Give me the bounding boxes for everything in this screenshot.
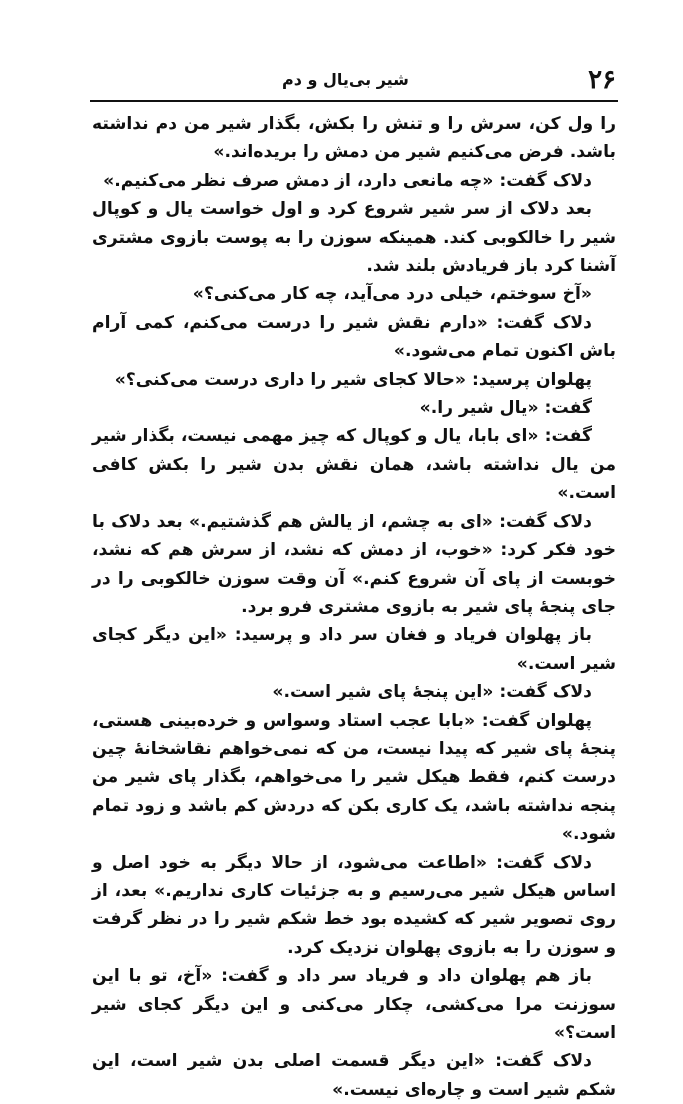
header-rule <box>90 100 618 102</box>
paragraph: دلاک گفت: «ای به چشم، از یالش هم گذشتیم.» بعد دلاک با خود فکر کرد: «خوب، از دمش که نشد، از سرش هم که نشد، خوبست از پای آن شروع کنم.» آن وقت سوزن خالکوبی را در جای پنجهٔ پای شیر به بازوی مشتری فرو برد. <box>92 511 616 617</box>
paragraph: بعد دلاک از سر شیر شروع کرد و اول خواست یال و کوپال شیر را خالکوبی کند. همینکه سوزن را به پوست بازوی مشتری آشنا کرد باز فریادش بلند شد. <box>92 199 616 277</box>
paragraph: دلاک گفت: «این پنجهٔ پای شیر است.» <box>272 682 592 703</box>
paragraph: را ول کن، سرش را و تنش را بکش، بگذار شیر من دم نداشته باشد. فرض می‌کنیم شیر من دمش را بریده‌اند.» <box>92 114 616 163</box>
paragraph: دلاک گفت: «چه مانعی دارد، از دمش صرف نظر می‌کنیم.» <box>103 170 592 191</box>
paragraph: دلاک گفت: «دارم نقش شیر را درست می‌کنم، کمی آرام باش اکنون تمام می‌شود.» <box>92 312 616 362</box>
paragraph: گفت: «ای بابا، یال و کوپال که چیز مهمی نیست، بگذار شیر من یال نداشته باشد، همان نقش بدن شیر را بکش کافی است.» <box>92 426 616 504</box>
paragraph: پهلوان گفت: «بابا عجب استاد وسواس و خرده‌بینی هستی، پنجهٔ پای شیر که پیدا نیست، من که نمی‌خواهم نقاشخانهٔ چین درست کنم، فقط هیکل شیر را می‌خواهم، بگذار پای شیر من پنجه نداشته باشد، یک کاری بکن که دردش کم باشد و زود تمام شود.» <box>92 710 616 845</box>
paragraph: دلاک گفت: «اطاعت می‌شود، از حالا دیگر به خود اصل و اساس هیکل شیر می‌رسیم و به جزئیات کاری نداریم.» بعد، از روی تصویر شیر که کشیده بود خط شکم شیر را در نظر گرفت و سوزن را به بازوی پهلوان نزدیک کرد. <box>92 852 616 958</box>
paragraph: باز پهلوان فریاد و فغان سر داد و پرسید: «این دیگر کجای شیر است.» <box>92 625 616 674</box>
page-header <box>92 62 616 98</box>
body-text <box>92 110 616 1104</box>
running-title: شیر بی‌یال و دم <box>282 70 409 89</box>
paragraph: گفت: «یال شیر را.» <box>419 398 592 419</box>
paragraph: پهلوان پرسید: «حالا کجای شیر را داری درست می‌کنی؟» <box>114 369 592 390</box>
page-number: ۲۶ <box>588 65 616 95</box>
paragraph: باز هم پهلوان داد و فریاد سر داد و گفت: «آخ، تو با این سوزنت مرا می‌کشی، چکار می‌کنی و این دیگر کجای شیر است؟» <box>92 966 616 1043</box>
paragraph: «آخ سوختم، خیلی درد می‌آید، چه کار می‌کنی؟» <box>192 284 592 305</box>
paragraph: دلاک گفت: «این دیگر قسمت اصلی بدن شیر است، این شکم شیر است و چاره‌ای نیست.» <box>92 1051 616 1100</box>
